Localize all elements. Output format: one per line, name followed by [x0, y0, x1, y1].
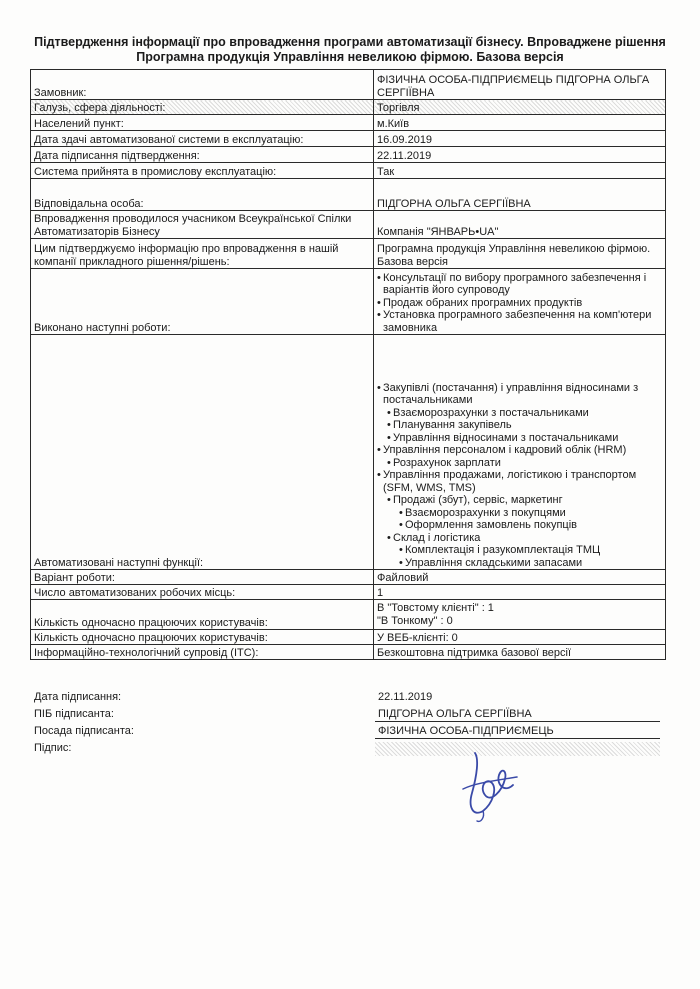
implementation-table — [30, 69, 666, 660]
signature-block — [30, 689, 660, 757]
list-item: • Консультації по вибору програмного забезпечення і варіантів його супроводу — [377, 272, 662, 297]
list-item: • Продажі (збут), сервіс, маркетинг — [387, 494, 662, 507]
mode-value: Файловий — [374, 570, 666, 585]
row-web-users — [31, 630, 666, 645]
its-value: Безкоштовна підтримка базової версії — [374, 645, 666, 660]
list-item: • Комплектація і разукомплектація ТМЦ — [399, 544, 662, 557]
works-value — [374, 269, 666, 335]
users-label: Кількість одночасно працюючих користувачів: — [31, 600, 374, 630]
list-item: • Планування закупівель — [387, 419, 662, 432]
confirm-label: Цим підтверджуємо інформацію про впровадження в нашій компанії прикладного рішення/рішень: — [31, 239, 374, 269]
users-value — [374, 600, 666, 630]
document-title: Підтвердження інформації про впровадження програми автоматизації бізнесу. Впроваджене рішення Програмна продукція Управління невеликою фірмою. Базова версія — [34, 35, 666, 64]
list-item: • Продаж обраних програмних продуктів — [377, 297, 662, 310]
delivery-date-label: Дата здачі автоматизованої системи в експлуатацію: — [31, 131, 374, 147]
row-responsible — [31, 179, 666, 211]
works-list — [377, 272, 662, 335]
signer-position-value: ФІЗИЧНА ОСОБА-ПІДПРИЄМЕЦЬ — [375, 725, 660, 739]
row-works — [31, 269, 666, 335]
list-item: • Оформлення замовлень покупців — [399, 519, 662, 532]
list-item: • Установка програмного забезпечення на комп'ютери замовника — [377, 309, 662, 334]
city-label: Населений пункт: — [31, 115, 374, 131]
accepted-label: Система прийнята в промислову експлуатацію: — [31, 163, 374, 179]
list-item: • Взаєморозрахунки з покупцями — [399, 507, 662, 520]
list-item: • Розрахунок зарплати — [387, 457, 662, 470]
handwritten-signature — [455, 745, 525, 825]
row-sign-date — [31, 147, 666, 163]
responsible-value: ПІДГОРНА ОЛЬГА СЕРГІЇВНА — [374, 179, 666, 211]
list-item: • Закупівлі (постачання) і управління відносинами з постачальниками — [377, 382, 662, 407]
signature-row — [30, 740, 660, 757]
row-functions — [31, 335, 666, 570]
web-users-label: Кількість одночасно працюючих користувачів: — [31, 630, 374, 645]
workplaces-label: Число автоматизованих робочих місць: — [31, 585, 374, 600]
list-item: • Управління персоналом і кадровий облік (HRM) — [377, 444, 662, 457]
delivery-date-value: 16.09.2019 — [374, 131, 666, 147]
sign-date-row — [30, 689, 660, 706]
row-its — [31, 645, 666, 660]
list-item: • Склад і логістика — [387, 532, 662, 545]
sign-date-value: 22.11.2019 — [378, 691, 433, 703]
signer-name-value: ПІДГОРНА ОЛЬГА СЕРГІЇВНА — [375, 708, 660, 722]
its-label: Інформаційно-технологічний супровід (ІТС): — [31, 645, 374, 660]
list-item: • Управління продажами, логістикою і транспортом (SFM, WMS, TMS) — [377, 469, 662, 494]
responsible-label: Відповідальна особа: — [31, 179, 374, 211]
industry-label: Галузь, сфера діяльності: — [31, 100, 374, 115]
row-confirm — [31, 239, 666, 269]
row-accepted — [31, 163, 666, 179]
signature-label: Підпис: — [34, 742, 72, 754]
sign-date-label: Дата підписання: — [34, 691, 122, 703]
list-item: • Управління відносинами з постачальниками — [387, 432, 662, 445]
accepted-value: Так — [374, 163, 666, 179]
signer-name-row — [30, 706, 660, 723]
row-industry — [31, 100, 666, 115]
signer-position-label: Посада підписанта: — [34, 725, 134, 737]
row-workplaces — [31, 585, 666, 600]
sign-date-value: 22.11.2019 — [374, 147, 666, 163]
industry-value: Торгівля — [374, 100, 666, 115]
row-customer — [31, 70, 666, 100]
thick-client-users: В "Товстому клієнті" : 1 — [377, 602, 494, 614]
list-item: • Взаєморозрахунки з постачальниками — [387, 407, 662, 420]
workplaces-value: 1 — [374, 585, 666, 600]
functions-label: Автоматизовані наступні функції: — [31, 335, 374, 570]
row-city — [31, 115, 666, 131]
confirm-value: Програмна продукція Управління невеликою фірмою. Базова версія — [374, 239, 666, 269]
web-users-value: У ВЕБ-клієнті: 0 — [374, 630, 666, 645]
list-item: • Управління складськими запасами — [399, 557, 662, 570]
implementer-value: Компанія "ЯНВАРЬ•UA" — [374, 211, 666, 239]
mode-label: Варіант роботи: — [31, 570, 374, 585]
signer-position-row — [30, 723, 660, 740]
row-implementer — [31, 211, 666, 239]
functions-value — [374, 335, 666, 570]
implementer-label: Впровадження проводилося учасником Всеукраїнської Спілки Автоматизаторів Бізнесу — [31, 211, 374, 239]
city-value: м.Київ — [374, 115, 666, 131]
thin-client-users: "В Тонкому" : 0 — [377, 614, 453, 627]
row-delivery-date — [31, 131, 666, 147]
works-label: Виконано наступні роботи: — [31, 269, 374, 335]
functions-list — [377, 382, 662, 570]
row-mode — [31, 570, 666, 585]
customer-value: ФІЗИЧНА ОСОБА-ПІДПРИЄМЕЦЬ ПІДГОРНА ОЛЬГА СЕРГІЇВНА — [374, 70, 666, 100]
sign-date-label: Дата підписання підтвердження: — [31, 147, 374, 163]
row-users — [31, 600, 666, 630]
signer-name-label: ПІБ підписанта: — [34, 708, 114, 720]
customer-label: Замовник: — [31, 70, 374, 100]
